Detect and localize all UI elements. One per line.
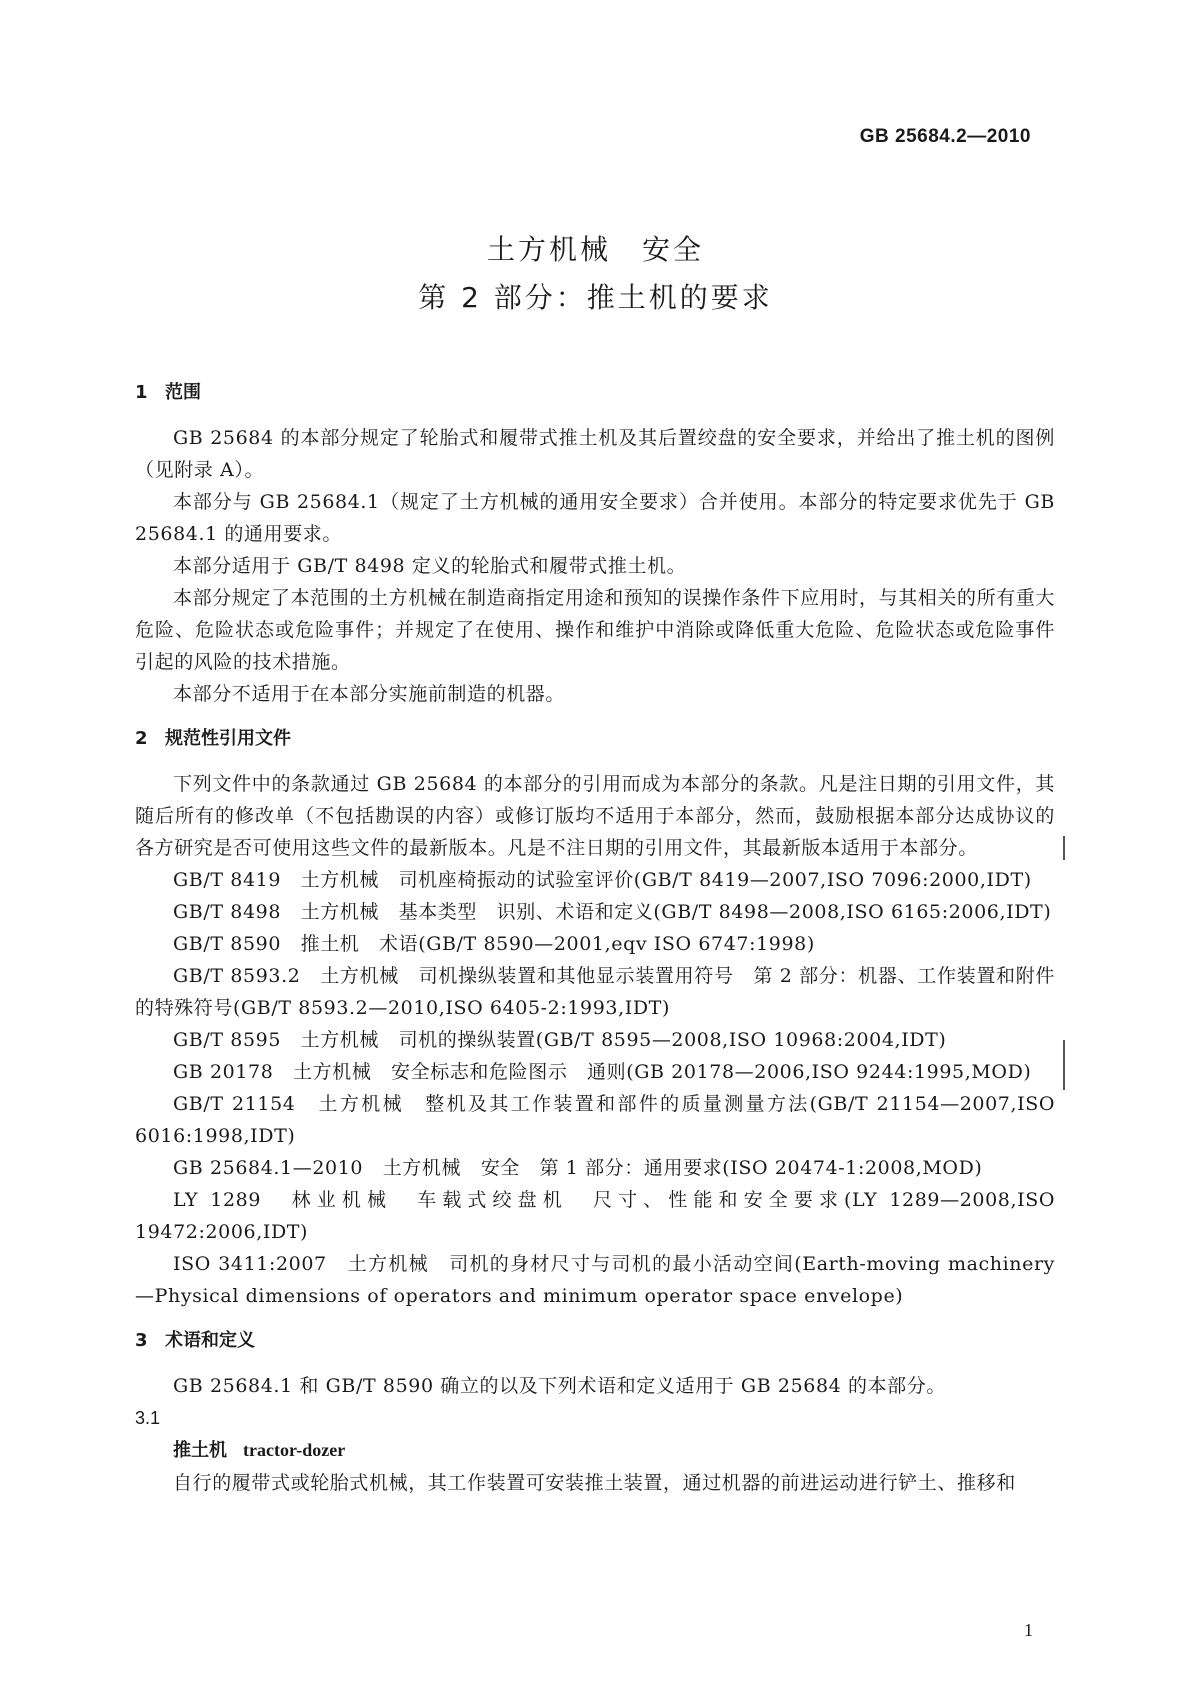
reference-item: GB/T 8498 土方机械 基本类型 识别、术语和定义(GB/T 8498—2008,ISO 6165:2006,IDT) — [173, 901, 1052, 923]
reference-item: GB/T 8595 土方机械 司机的操纵装置(GB/T 8595—2008,ISO 10968:2004,IDT) — [173, 1029, 947, 1051]
section-heading: 1 范围 — [135, 382, 201, 403]
paragraph: GB 25684.1 和 GB/T 8590 确立的以及下列术语和定义适用于 GB 25684 的本部分。 — [173, 1375, 946, 1397]
reference-item: GB/T 8419 土方机械 司机座椅振动的试验室评价(GB/T 8419—2007,ISO 7096:2000,IDT) — [173, 869, 1032, 891]
reference-item: LY 1289 林业机械 车载式绞盘机 尺寸、性能和安全要求(LY 1289—2008,ISO 19472:2006,IDT) — [135, 1189, 1055, 1243]
paragraph: 本部分与 GB 25684.1（规定了土方机械的通用安全要求）合并使用。本部分的特定要求优先于 GB 25684.1 的通用要求。 — [135, 491, 1055, 545]
change-bar — [1063, 1040, 1065, 1090]
standard-number: GB 25684.2—2010 — [859, 126, 1031, 147]
term-definition: 自行的履带式或轮胎式机械，其工作装置可安装推土装置，通过机器的前进运动进行铲土、推移和 — [173, 1472, 1016, 1494]
document-title: 土方机械 安全 — [486, 233, 704, 266]
page-number: 1 — [1024, 1620, 1033, 1640]
section-heading: 2 规范性引用文件 — [135, 728, 291, 749]
term-english: tractor-dozer — [243, 1440, 346, 1460]
paragraph: GB 25684 的本部分规定了轮胎式和履带式推土机及其后置绞盘的安全要求，并给出了推土机的图例（见附录 A）。 — [135, 427, 1055, 481]
reference-item: GB 20178 土方机械 安全标志和危险图示 通则(GB 20178—2006,ISO 9244:1995,MOD) — [173, 1061, 1032, 1083]
section-heading: 3 术语和定义 — [135, 1330, 255, 1351]
reference-item: GB/T 21154 土方机械 整机及其工作装置和部件的质量测量方法(GB/T 21154—2007,ISO 6016:1998,IDT) — [135, 1093, 1055, 1147]
term-chinese: 推土机 — [173, 1440, 227, 1461]
reference-item: ISO 3411:2007 土方机械 司机的身材尺寸与司机的最小活动空间(Earth-moving machinery—Physical dimensions of operators and minimum operator space envelope) — [135, 1253, 1055, 1307]
document-subtitle: 第 2 部分：推土机的要求 — [418, 281, 773, 314]
reference-item: GB/T 8593.2 土方机械 司机操纵装置和其他显示装置用符号 第 2 部分：机器、工作装置和附件的特殊符号(GB/T 8593.2—2010,ISO 6405-2:1993,IDT) — [135, 965, 1055, 1019]
reference-item: GB 25684.1—2010 土方机械 安全 第 1 部分：通用要求(ISO 20474-1:2008,MOD) — [173, 1157, 983, 1179]
reference-item: GB/T 8590 推土机 术语(GB/T 8590—2001,eqv ISO 6747:1998) — [173, 933, 815, 955]
change-bar — [1063, 836, 1065, 860]
paragraph: 本部分适用于 GB/T 8498 定义的轮胎式和履带式推土机。 — [173, 555, 687, 577]
term-entry — [173, 1434, 1055, 1467]
paragraph: 本部分规定了本范围的土方机械在制造商指定用途和预知的误操作条件下应用时，与其相关的所有重大危险、危险状态或危险事件；并规定了在使用、操作和维护中消除或降低重大危险、危险状态或危险事件引起的风险的技术措施。 — [135, 587, 1056, 673]
paragraph: 下列文件中的条款通过 GB 25684 的本部分的引用而成为本部分的条款。凡是注日期的引用文件，其随后所有的修改单（不包括勘误的内容）或修订版均不适用于本部分，然而，鼓励根据本部分达成协议的各方研究是否可使用这些文件的最新版本。凡是不注日期的引用文件，其最新版本适用于本部分。 — [135, 773, 1055, 859]
document-body — [135, 372, 1055, 1499]
subclause-number: 3.1 — [135, 1408, 161, 1428]
paragraph: 本部分不适用于在本部分实施前制造的机器。 — [173, 683, 566, 705]
